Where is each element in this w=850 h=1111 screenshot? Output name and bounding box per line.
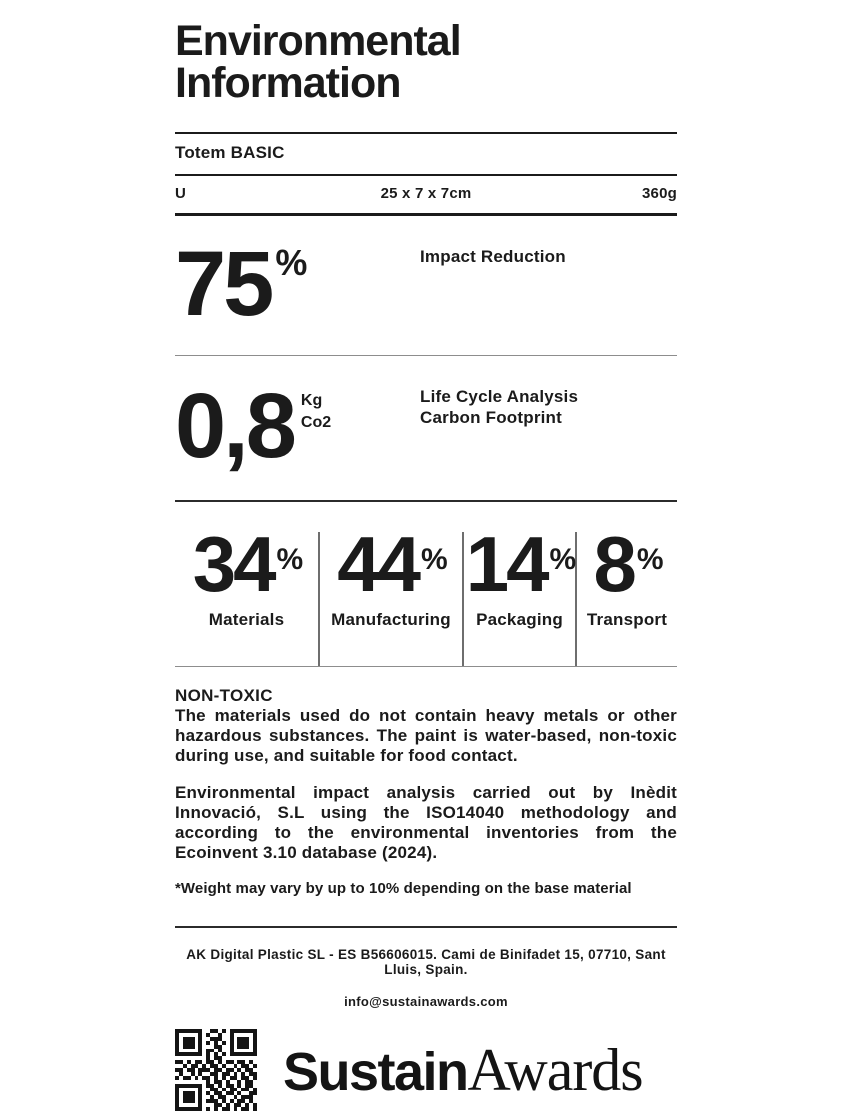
carbon-footprint-label [420,386,578,428]
spec-unit: U [175,185,187,202]
packaging-number: 14 [465,520,547,608]
carbon-unit [301,390,331,434]
carbon-unit-kg: Kg [300,392,323,409]
spec-dimensions: 25 x 7 x 7cm [380,185,472,202]
nontoxic-heading: NON-TOXIC [175,686,273,705]
impact-breakdown-section [175,502,677,666]
sustainawards-logo [283,1036,643,1105]
qr-code [175,1029,257,1111]
notes-section [175,667,677,897]
transport-value [593,520,664,608]
materials-label: Materials [208,610,285,629]
breakdown-packaging [462,520,577,666]
packaging-value [465,520,577,608]
logo-sustain-text: Sustain [283,1041,468,1102]
carbon-label-line2: Carbon Footprint [420,408,563,427]
page-title-line2: Information [175,59,401,107]
manufacturing-number: 44 [337,520,419,608]
impact-reduction-value [175,233,308,335]
contact-email: info@sustainawards.com [344,994,508,1009]
materials-value [192,520,304,608]
footer-branding [175,1029,677,1111]
carbon-unit-co2: Co2 [300,414,332,431]
manufacturing-value [337,520,448,608]
weight-disclaimer: *Weight may vary by up to 10% depending on the base material [175,880,632,897]
transport-label: Transport [586,610,668,629]
page-title [175,0,677,107]
page-title-line1: Environmental [175,17,461,65]
impact-number: 75 [175,233,272,335]
company-address: AK Digital Plastic SL - ES B56606015. Cami de Binifadet 15, 07710, Sant Lluis, Spain. [186,947,666,977]
packaging-percent-sign: % [549,543,577,576]
spec-weight: 360g [642,185,677,202]
manufacturing-label: Manufacturing [331,610,451,629]
manufacturing-percent-sign: % [421,543,448,576]
product-name: Totem BASIC [175,143,285,162]
materials-percent-sign: % [276,543,304,576]
impact-percent-sign: % [275,242,308,283]
breakdown-transport [575,520,677,666]
nontoxic-paragraph: The materials used do not contain heavy metals or other hazardous substances. The paint is water-based, non-toxic during use, and suitable for food contact. [175,706,677,765]
analysis-paragraph: Environmental impact analysis carried out by Inèdit Innovació, S.L using the ISO14040 methodology and according to the environmental inventories from the Ecoinvent 3.10 database (2024). [175,783,677,862]
breakdown-materials [175,520,318,666]
transport-number: 8 [593,520,634,608]
packaging-label: Packaging [476,610,563,629]
environmental-info-sheet [175,0,677,1111]
impact-reduction-label: Impact Reduction [420,247,566,266]
spec-row [175,176,677,213]
transport-percent-sign: % [636,543,664,576]
materials-number: 34 [192,520,274,608]
carbon-footprint-value [175,375,332,477]
carbon-footprint-section [175,356,677,500]
logo-awards-text: Awards [467,1036,643,1103]
breakdown-manufacturing [318,520,462,666]
impact-reduction-section [175,216,677,355]
carbon-number: 0,8 [175,375,294,477]
carbon-label-line1: Life Cycle Analysis [420,387,579,406]
